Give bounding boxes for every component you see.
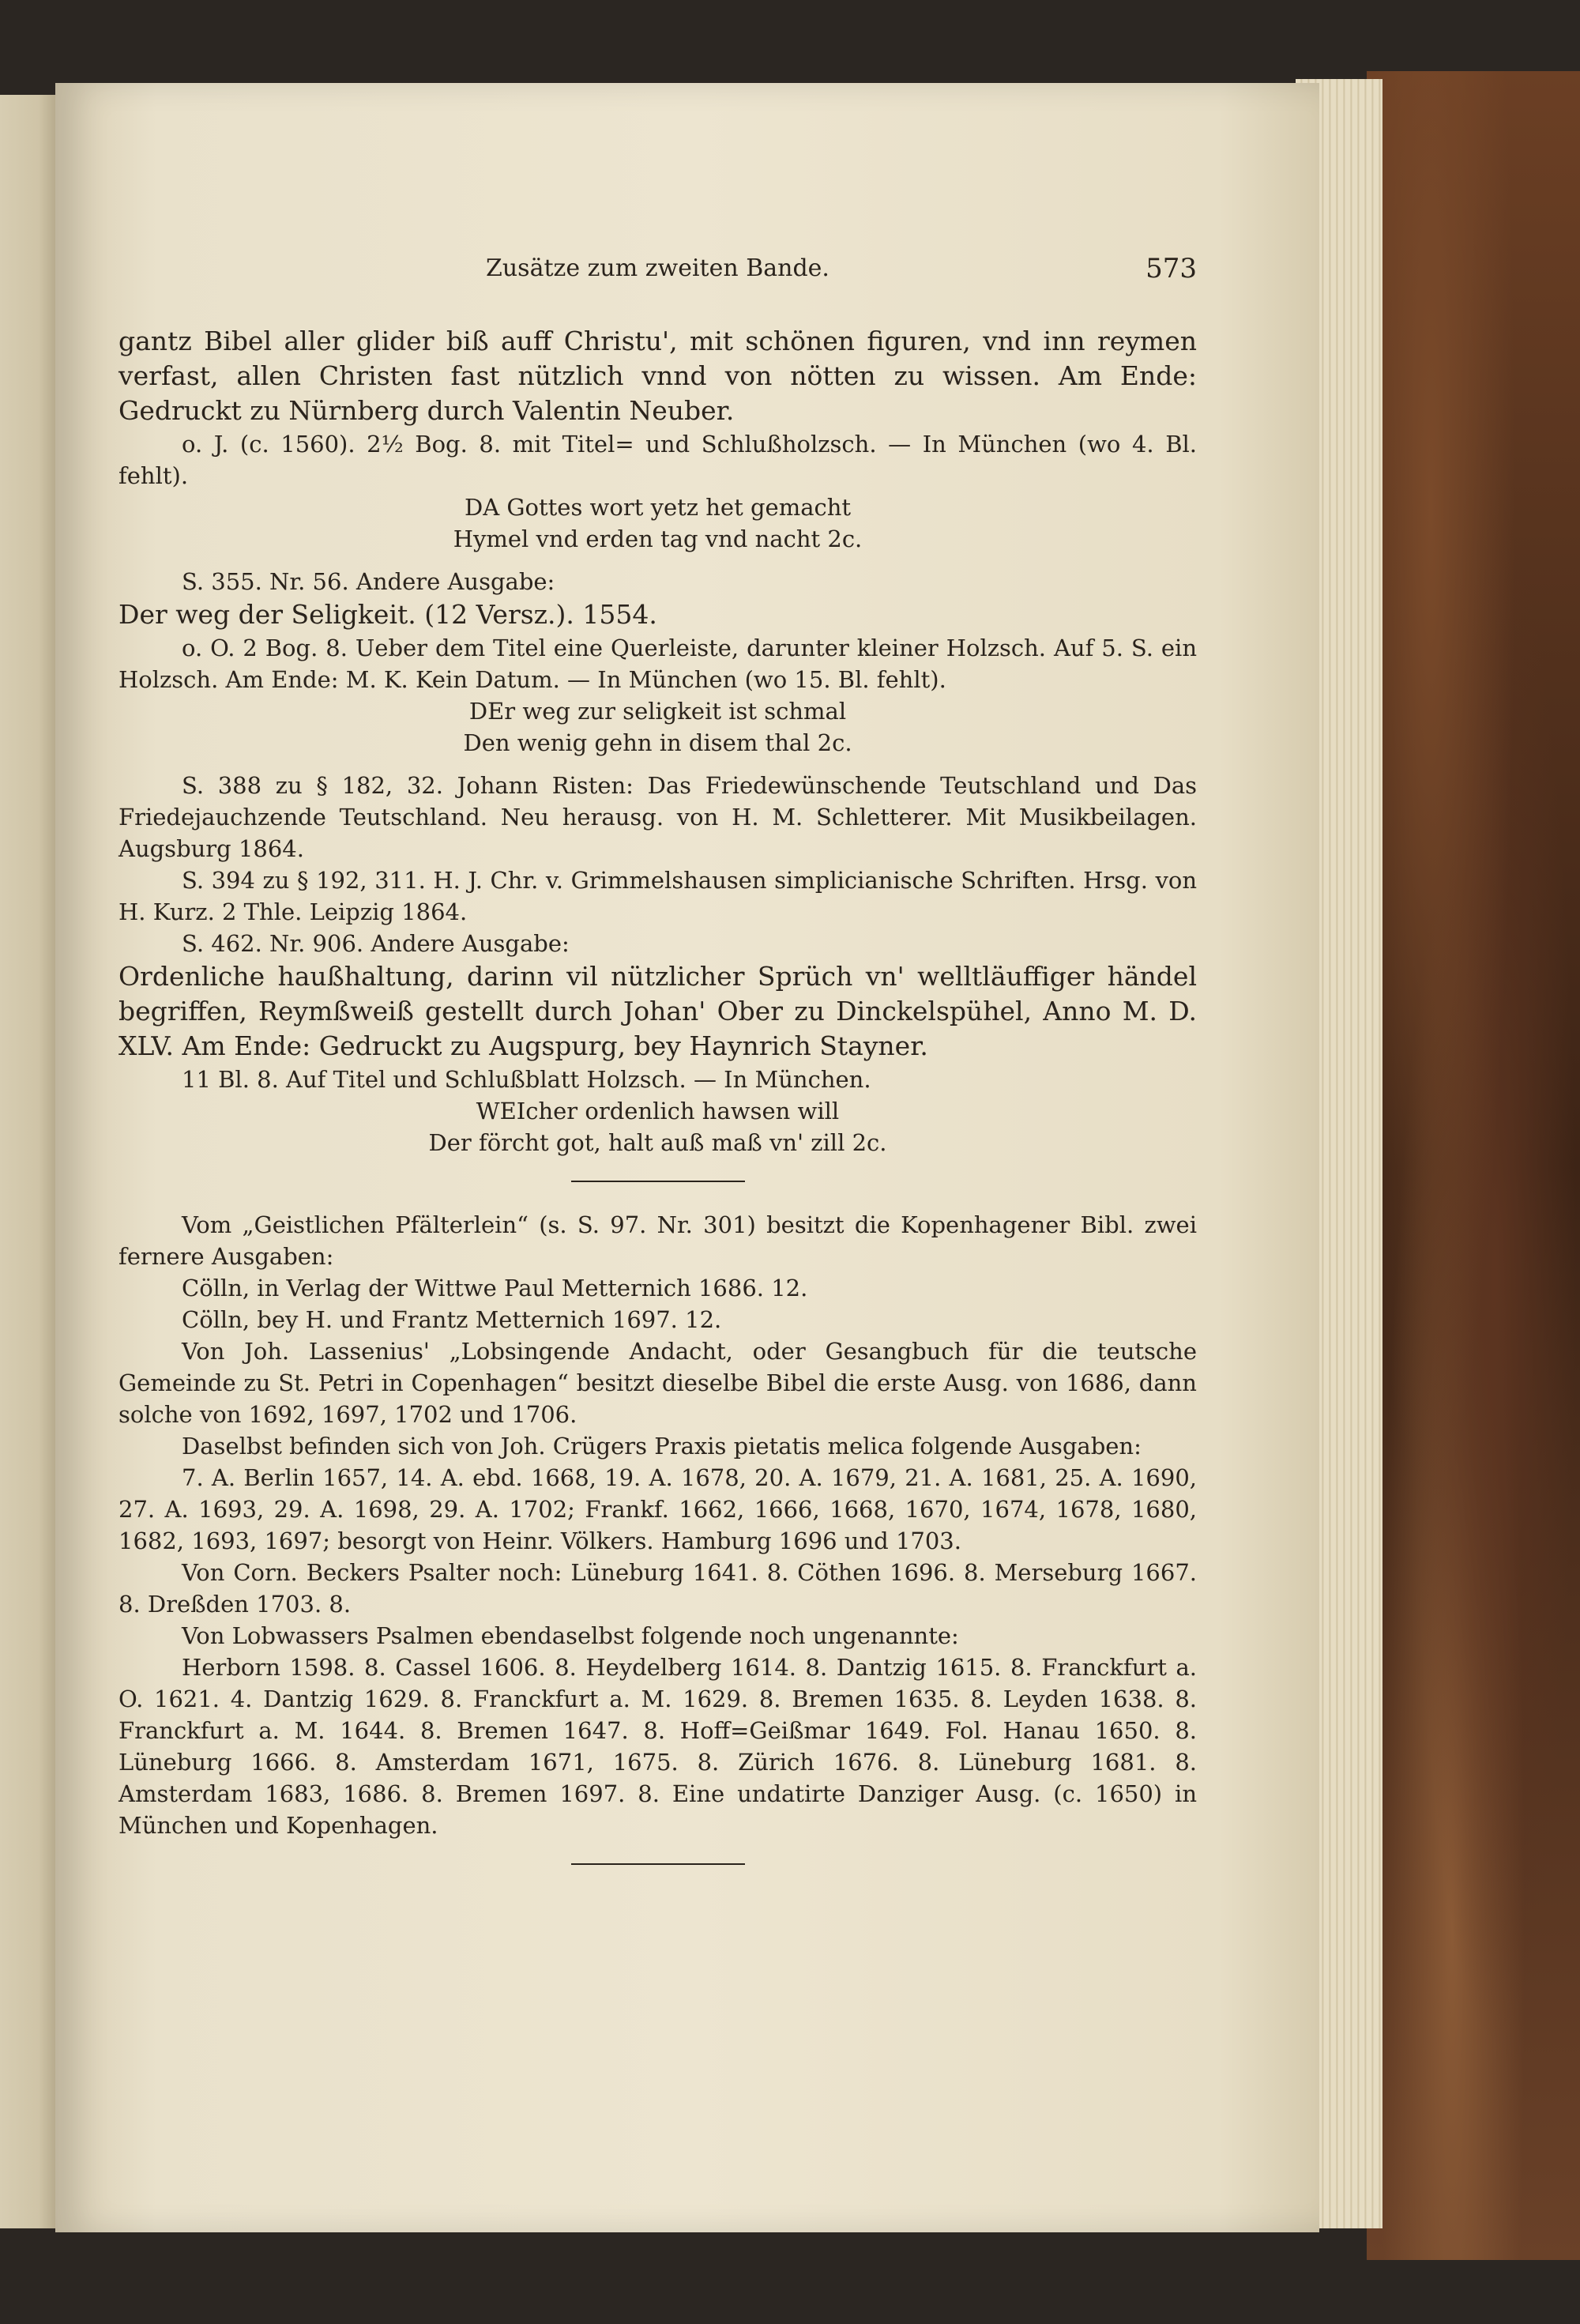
book-page xyxy=(55,83,1319,2232)
running-head xyxy=(118,253,1197,300)
paragraph-m2: Cölln, in Verlag der Wittwe Paul Metternich 1686. 12. xyxy=(182,1275,808,1301)
section-additions xyxy=(118,324,1197,1158)
end-divider xyxy=(571,1863,745,1865)
paragraph-m1: Vom „Geistlichen Pfälterlein“ (s. S. 97. Nr. 301) besitzt die Kopenhagener Bibl. zwei fernere Ausgaben: xyxy=(118,1211,1197,1270)
spacer xyxy=(118,759,1197,770)
paragraph-l10: S. 388 zu § 182, 32. Johann Risten: Das Friedewünschende Teutschland und Das Friedejauchzende Teutschland. Neu herausg. von H. M. Schletterer. Mit Musikbeilagen. Augsburg 1864. xyxy=(118,772,1197,862)
paragraph-l14: 11 Bl. 8. Auf Titel und Schlußblatt Holzsch. — In München. xyxy=(182,1066,871,1093)
paragraph-l11: S. 394 zu § 192, 311. H. J. Chr. v. Grimmelshausen simplicianische Schriften. Hrsg. von H. Kurz. 2 Thle. Leipzig 1864. xyxy=(118,867,1197,925)
paragraph-m8: Von Lobwassers Psalmen ebendaselbst folgende noch ungenannte: xyxy=(182,1622,959,1649)
paragraph-m4: Von Joh. Lassenius' „Lobsingende Andacht, oder Gesangbuch für die teutsche Gemeinde zu St. Petri in Copenhagen“ besitzt dieselbe Bibel die erste Ausg. von 1686, dann solche von 1692, 1697, 1702 und 1706. xyxy=(118,1338,1197,1428)
paragraph-l7: o. O. 2 Bog. 8. Ueber dem Titel eine Querleiste, darunter kleiner Holzsch. Auf 5. S. ein Holzsch. Am Ende: M. K. Kein Datum. — In München (wo 15. Bl. fehlt). xyxy=(118,635,1197,693)
paragraph-m7: Von Corn. Beckers Psalter noch: Lüneburg 1641. 8. Cöthen 1696. 8. Merseburg 1667. 8. Dreßden 1703. 8. xyxy=(118,1559,1197,1618)
section-divider xyxy=(571,1181,745,1182)
paragraph-l12: S. 462. Nr. 906. Andere Ausgabe: xyxy=(182,930,570,957)
paragraph-l13: Ordenliche haußhaltung, darinn vil nützlicher Sprüch vn' welltläuffiger händel begriffen, Reymßweiß gestellt durch Johan' Ober zu Dinckelspühel, Anno M. D. XLV. Am Ende: Gedruckt zu Augspurg, bey Haynrich Stayner. xyxy=(118,961,1197,1061)
spacer xyxy=(118,555,1197,566)
running-title: Zusätze zum zweiten Bande. xyxy=(486,254,830,282)
paragraph-m6: 7. A. Berlin 1657, 14. A. ebd. 1668, 19. A. 1678, 20. A. 1679, 21. A. 1681, 25. A. 1690, 27. A. 1693, 29. A. 1698, 29. A. 1702; Frankf. 1662, 1666, 1668, 1670, 1674, 1678, 1680, 1682, 1693, 1697; besorgt von Heinr. Völkers. Hamburg 1696 und 1703. xyxy=(118,1464,1197,1554)
paragraph-l6: Der weg der Seligkeit. (12 Versz.). 1554. xyxy=(118,599,657,630)
paragraph-l5: S. 355. Nr. 56. Andere Ausgabe: xyxy=(182,568,555,595)
paragraph-m3: Cölln, bey H. und Frantz Metternich 1697. 12. xyxy=(182,1306,722,1333)
paragraph-m9: Herborn 1598. 8. Cassel 1606. 8. Heydelberg 1614. 8. Dantzig 1615. 8. Franckfurt a. O. 1621. 4. Dantzig 1629. 8. Franckfurt a. M. 1629. 8. Bremen 1635. 8. Leyden 1638. 8. Franckfurt a. M. 1644. 8. Bremen 1647. 8. Hoff=Geißmar 1649. Fol. Hanau 1650. 8. Lüneburg 1666. 8. Amsterdam 1671, 1675. 8. Zürich 1676. 8. Lüneburg 1681. 8. Amsterdam 1683, 1686. 8. Bremen 1697. 8. Eine undatirte Danziger Ausg. (c. 1650) in München und Kopenhagen. xyxy=(118,1654,1197,1839)
paragraph-m5: Daselbst befinden sich von Joh. Crügers Praxis pietatis melica folgende Ausgaben: xyxy=(182,1433,1142,1460)
book-cover xyxy=(1367,71,1580,2260)
paragraph-l9: Den wenig gehn in disem thal 2c. xyxy=(463,729,852,756)
left-page-edge xyxy=(0,95,55,2228)
paragraph-l8: DEr weg zur seligkeit ist schmal xyxy=(468,698,847,725)
paragraph-l15: WEIcher ordenlich hawsen will xyxy=(476,1098,840,1124)
section-copenhagen-holdings xyxy=(118,1209,1197,1841)
paragraph-l16: Der förcht got, halt auß maß vn' zill 2c. xyxy=(428,1129,887,1156)
paragraph-l4: Hymel vnd erden tag vnd nacht 2c. xyxy=(453,525,863,552)
paragraph-l2: o. J. (c. 1560). 2½ Bog. 8. mit Titel= und Schlußholzsch. — In München (wo 4. Bl. fehlt). xyxy=(118,431,1197,489)
paragraph-l1: gantz Bibel aller glider biß auff Christu', mit schönen figuren, vnd inn reymen verfast, allen Christen fast nützlich vnnd von nötten zu wissen. Am Ende: Gedruckt zu Nürnberg durch Valentin Neuber. xyxy=(118,326,1197,426)
page-number: 573 xyxy=(1146,253,1197,284)
paragraph-l3: DA Gottes wort yetz het gemacht xyxy=(464,494,852,521)
page-content xyxy=(118,253,1197,1892)
